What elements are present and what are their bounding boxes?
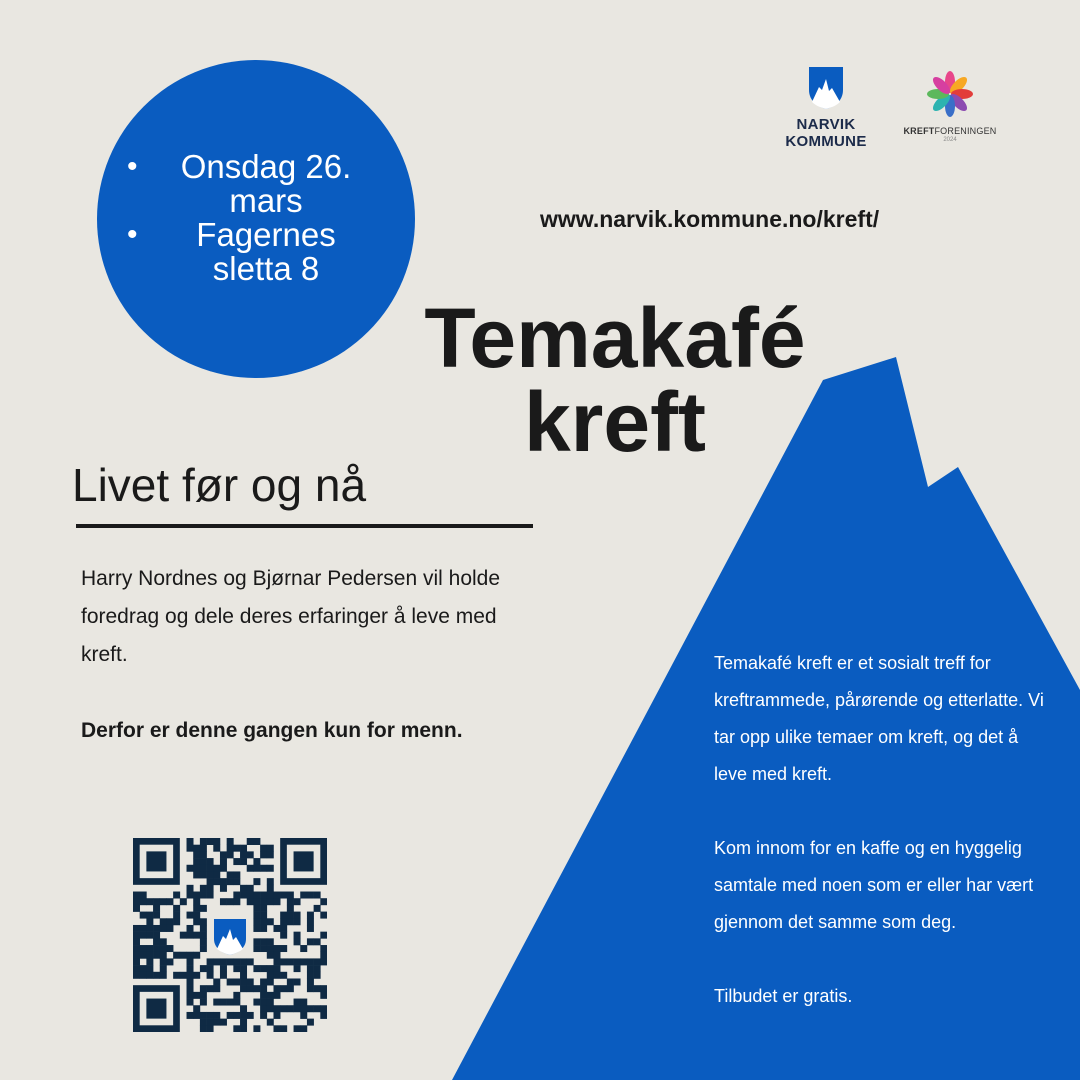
speaker-description [81,560,521,750]
description-paragraph-1: Temakafé kreft er et sosialt treff for kreftrammede, pårørende og etterlatte. Vi tar opp ulike temaer om kreft, og det å leve med kreft. [714,653,1044,784]
bullet-icon: • [127,218,138,251]
audience-note: Derfor er denne gangen kun for menn. [81,719,463,742]
narvik-kommune-name: NARVIK KOMMUNE [785,116,867,150]
qr-code-icon[interactable] [133,838,327,1032]
event-details-circle [97,60,415,378]
event-date-item [97,150,415,218]
shield-mountain-icon [808,66,844,110]
website-url[interactable]: www.narvik.kommune.no/kreft/ [540,206,880,232]
kreftforeningen-logo [900,70,1000,143]
event-details-list [97,150,415,286]
event-location-item [97,218,415,286]
description-paragraph-2: Kom innom for en kaffe og en hyggelig samtale med noen som er eller har vært gjennom det samme som deg. [714,838,1034,932]
page-title: Temakafé kreft [424,291,806,469]
event-date: Onsdag 26. mars [180,148,352,219]
narvik-kommune-logo [780,66,872,150]
description-paragraph-3: Tilbudet er gratis. [714,986,853,1006]
subtitle-underline [76,524,533,528]
event-location: Fagernes sletta 8 [196,216,336,287]
subtitle: Livet før og nå [72,459,367,511]
kreftforeningen-year: 2024 [943,137,957,143]
kreftforeningen-name: KREFTFORENINGEN [903,126,997,136]
event-description [714,645,1044,1015]
pinwheel-flower-icon [926,70,974,118]
bullet-icon: • [127,150,138,183]
speaker-paragraph: Harry Nordnes og Bjørnar Pedersen vil holde foredrag og dele deres erfaringer å leve med kreft. [81,567,501,666]
